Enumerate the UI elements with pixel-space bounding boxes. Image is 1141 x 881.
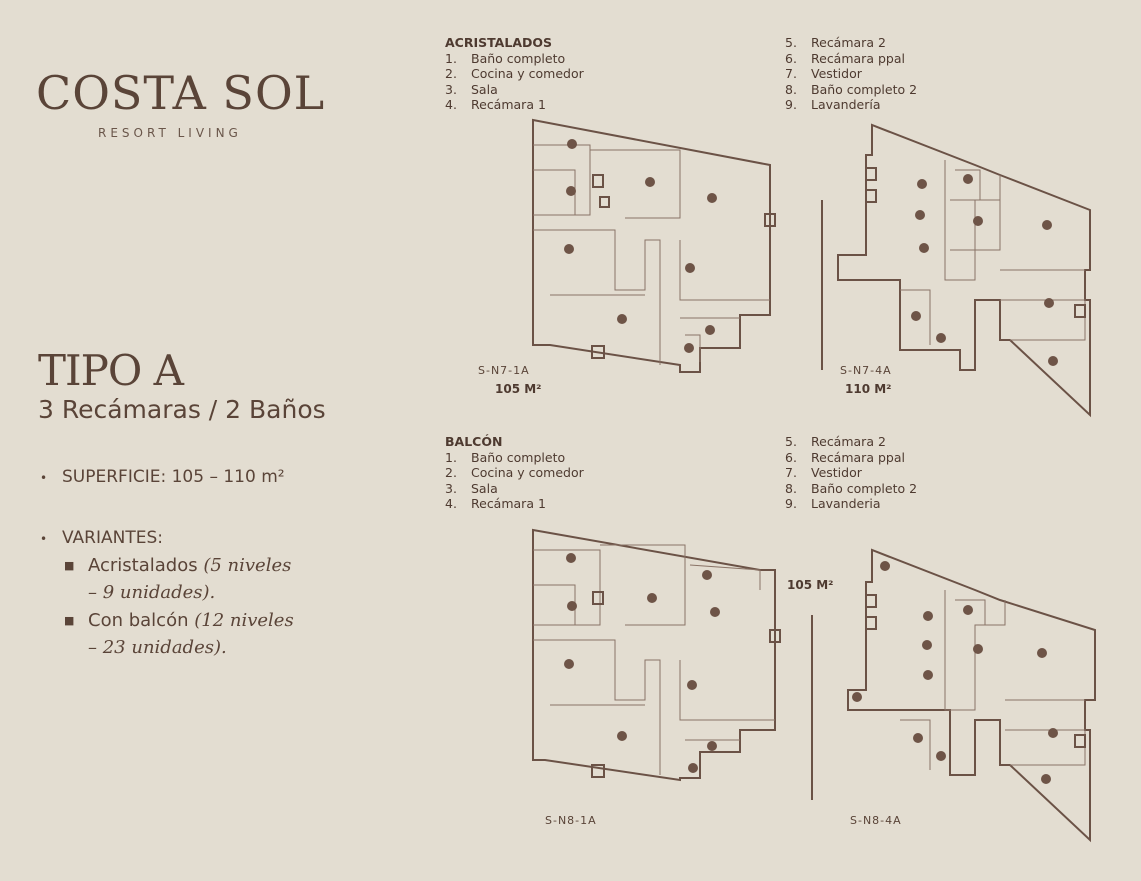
legend-num: 9. [785,496,797,511]
bullet-square-icon: ■ [64,559,75,572]
legend-num: 5. [785,434,797,449]
floor-plan-s-n8-1a [533,530,780,780]
plan-code: S-N7-4A [840,364,892,377]
legend-num: 6. [785,449,797,465]
legend-num: 5. [785,35,797,50]
legend-label: Recámara 2 [811,35,886,50]
legend-heading: BALCÓN [445,434,503,449]
legend-label: Vestidor [811,465,862,480]
surface-value: 105 – 110 m² [171,467,285,487]
legend-label: Recámara 1 [471,496,546,511]
variant-detail: (5 niveles [203,555,292,576]
bullet-square-icon: ■ [64,614,75,627]
legend-label: Baño completo 2 [811,81,918,97]
legend-heading: ACRISTALADOS [445,35,553,50]
legend-label: Recámara 1 [471,97,546,112]
legend-label: Recámara 2 [811,434,886,449]
bullet-dot-icon: • [40,471,48,485]
legend-num: 8. [785,480,797,496]
legend-label: Cocina y comedor [471,465,584,480]
plan-area: 105 M² [787,578,834,592]
plan-area: 110 M² [845,382,892,396]
legend-num: 4. [445,496,457,511]
legend-label: Lavanderia [811,496,881,511]
brand-name: COSTA SOL [36,66,326,120]
legend-num: 8. [785,81,797,97]
legend-num: 6. [785,50,797,66]
legend-label: Baño completo [471,449,566,465]
legend-num: 1. [445,50,457,66]
surface-label: SUPERFICIE: [62,467,167,487]
variant-name: Con balcón [88,610,189,631]
brand-tagline: RESORT LIVING [98,126,242,140]
legend-num: 2. [445,66,457,81]
legend-num: 2. [445,465,457,480]
legend-label: Cocina y comedor [471,66,584,81]
legend-num: 9. [785,97,797,112]
legend-num: 3. [445,81,457,97]
legend-label: Lavandería [811,97,881,112]
legend-num: 7. [785,465,797,480]
variant-detail: (12 niveles [194,610,294,631]
variant-detail: – 23 unidades). [88,637,227,658]
plan-code: S-N7-1A [478,364,530,377]
variants-label: VARIANTES: [62,528,163,548]
legend-label: Recámara ppal [811,50,905,66]
plan-area: 105 M² [495,382,542,396]
unit-type-title: TIPO A [38,346,183,395]
legend-label: Recámara ppal [811,449,905,465]
plan-code: S-N8-4A [850,814,902,827]
variant-detail: – 9 unidades). [88,582,216,603]
legend-label: Sala [471,81,498,97]
floor-plan-s-n8-4a [848,550,1095,840]
legend-num: 3. [445,480,457,496]
bullet-dot-icon: • [40,532,48,546]
variant-name: Acristalados [88,555,198,576]
legend-label: Baño completo 2 [811,480,918,496]
legend-num: 7. [785,66,797,81]
legend-num: 1. [445,449,457,465]
legend-label: Vestidor [811,66,862,81]
legend-label: Sala [471,480,498,496]
plan-code: S-N8-1A [545,814,597,827]
legend-label: Baño completo [471,50,566,66]
unit-type-subtitle: 3 Recámaras / 2 Baños [38,395,326,424]
legend-num: 4. [445,97,457,112]
